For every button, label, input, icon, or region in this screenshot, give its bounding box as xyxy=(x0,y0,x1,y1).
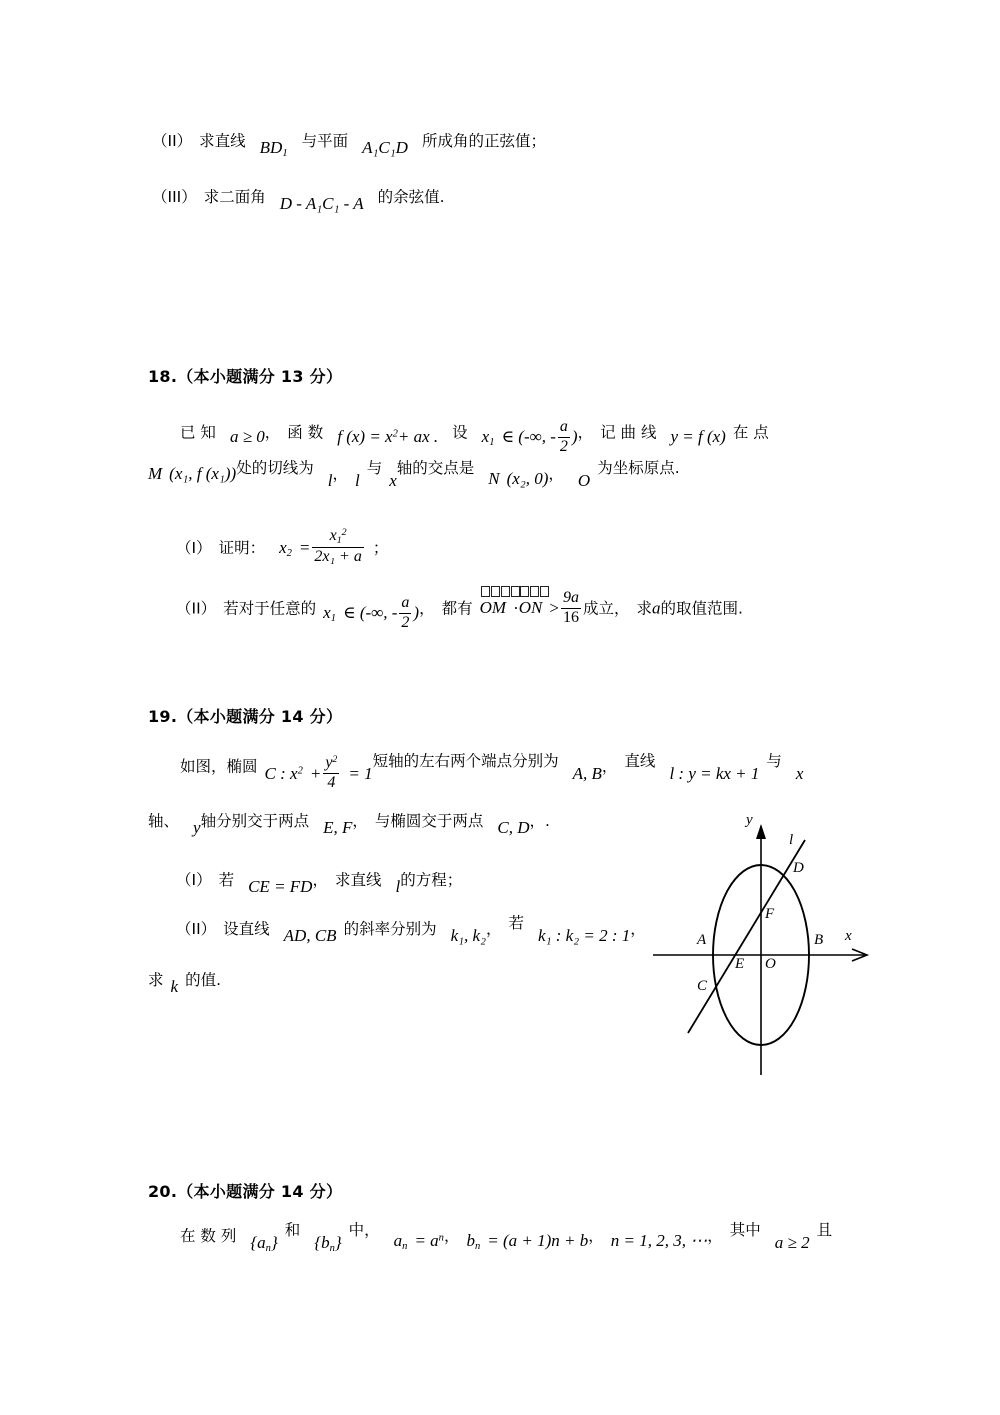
p19-p2c-t2: 的值. xyxy=(185,971,221,989)
p19-l2-t6: . xyxy=(545,812,550,830)
p19-p2-t3: ， xyxy=(486,920,502,938)
p18-l2-m8: O xyxy=(577,471,591,490)
p18-p1-marker: （I） xyxy=(176,539,212,558)
p19-p2-t2: 的斜率分别为 xyxy=(343,920,437,938)
p19-p2-marker: （II） xyxy=(176,920,217,938)
p19-p1-t3: 求直线 xyxy=(334,871,382,889)
p18-p1-frac-num: $x_1^2$ xyxy=(329,527,347,546)
x-axis xyxy=(653,949,867,961)
problem-19-heading xyxy=(148,709,342,725)
problem-20-line-1 xyxy=(180,1221,833,1254)
problem-18-heading xyxy=(148,369,342,385)
p18-l1-t1: 已 知 xyxy=(180,423,216,442)
axis-y-label: y xyxy=(746,812,753,828)
point-label-D: D xyxy=(793,860,804,876)
p20-l1-t6: ， xyxy=(707,1227,723,1245)
part2-text-b: 与平面 xyxy=(301,132,349,150)
point-label-F: F xyxy=(765,906,775,922)
p20-l1-t7: 其中 xyxy=(729,1221,761,1239)
p18-l2-t1: 处的切线为 xyxy=(236,459,314,477)
p19-l1-t4: 直线 xyxy=(624,751,656,770)
p19-l2-t1: 轴、 xyxy=(148,812,180,830)
ellipse-figure xyxy=(653,810,903,1100)
p18-p2-t2: ， xyxy=(419,599,435,618)
p20-l1-t8: 且 xyxy=(816,1221,833,1239)
p20-l1-m5: n = 1, 2, 3, ⋯ xyxy=(610,1231,708,1250)
p18-l1-t7: 在 点 xyxy=(732,423,769,442)
p20-l1-m4: $b_n = (a + 1)n + b$ xyxy=(466,1231,589,1252)
problem-18-number: 18. xyxy=(148,367,178,386)
p18-p1-text: 证明： xyxy=(218,539,266,558)
p19-l1-t5: 与 xyxy=(766,751,782,770)
p18-p1-fraction xyxy=(312,528,363,566)
part2-math-a1c1d: A₁C₁D xyxy=(362,138,408,157)
p19-p1-m2: l xyxy=(395,877,401,896)
problem-18-line-1 xyxy=(180,414,769,455)
p19-l1-m4: A, B xyxy=(572,763,602,783)
p20-l1-m2: $\{b_n\}$ xyxy=(314,1233,342,1254)
p19-p1-t4: 的方程； xyxy=(400,871,463,889)
p18-l2-m5: x xyxy=(389,471,397,490)
p19-p2-m1: AD, CB xyxy=(283,926,337,945)
p18-l2-t5: ， xyxy=(548,465,564,483)
p18-l2-m6: N xyxy=(488,469,500,488)
p18-l2-t2: ， xyxy=(332,465,348,483)
p19-l2-t5: ， xyxy=(529,812,546,830)
p19-l1-t2: 短轴的左右两个端点分别为 xyxy=(372,751,559,770)
problem-19-head-text: （本小题满分 14 分） xyxy=(177,707,343,726)
p20-l1-t5: ， xyxy=(588,1227,604,1245)
p19-p1-t1: 若 xyxy=(218,871,235,889)
p18-p2-t5: 求 xyxy=(636,599,652,618)
p19-l1-m5: l : y = kx + 1 xyxy=(669,763,760,783)
problem-19-number: 19. xyxy=(148,707,178,726)
part3-text-b: 的余弦值. xyxy=(377,188,445,206)
p19-p1-marker: （I） xyxy=(176,871,212,889)
p19-l2-t4: 与椭圆交于两点 xyxy=(374,812,484,830)
point-label-B: B xyxy=(814,932,824,948)
p19-p2-m2: k₁, k₂ xyxy=(450,926,486,945)
carryover-part-2 xyxy=(152,132,546,159)
p19-l2-t3: ， xyxy=(352,812,368,830)
point-label-C: C xyxy=(697,978,708,994)
problem-18-part-1 xyxy=(176,528,388,566)
page-content xyxy=(148,0,860,1415)
p18-p2-marker: （II） xyxy=(176,599,217,618)
carryover-part-3 xyxy=(152,188,445,213)
p19-l2-m1: y xyxy=(193,818,201,837)
p18-p2-om: OM xyxy=(479,598,507,618)
p18-p2-dot: · xyxy=(513,598,519,618)
p18-l1-t5: ， xyxy=(577,423,594,442)
problem-18-line-2 xyxy=(148,459,680,490)
p18-l2-m3: l xyxy=(327,471,333,490)
p18-p2-gt: > xyxy=(549,598,559,618)
part2-math-bd1: $BD_1$ xyxy=(259,138,288,159)
p19-p1-t2: ， xyxy=(312,871,328,889)
p18-l2-t3: 与 xyxy=(366,459,383,477)
problem-20-heading xyxy=(148,1184,342,1200)
p18-p2-t1: 若对于任意的 xyxy=(223,599,317,618)
p18-l1-t2: ， xyxy=(264,423,281,442)
point-label-A: A xyxy=(697,932,707,948)
p18-l2-t6: 为坐标原点. xyxy=(597,459,680,477)
p18-p2-t6: 的取值范围. xyxy=(660,599,743,618)
point-label-E: E xyxy=(735,956,745,972)
p18-p2-m1: $x_1$ ∈ (-∞, - $\frac{a}{2}$ ) xyxy=(323,594,420,631)
p18-p1-frac-den: 2x₁ + a xyxy=(314,548,362,566)
p18-l2-t4: 轴的交点是 xyxy=(396,459,475,477)
p18-l1-t4: 设 xyxy=(452,423,468,442)
p18-p2-frac-9a-16: $\frac{9a}{16}$ xyxy=(562,589,579,626)
vector-om xyxy=(480,599,506,617)
part3-text-a: 求二面角 xyxy=(203,188,266,206)
line-l-label: l xyxy=(789,832,794,848)
p19-l1-t3: ， xyxy=(601,757,618,776)
p18-p1-equation: $x_2$ = $\frac{x_1^2}{\text{2x₁ + a}}$ xyxy=(279,527,362,566)
p20-l1-t1: 在 数 列 xyxy=(180,1227,237,1245)
p18-l1-m4: $x_1$ ∈ (-∞, - $\frac{a}{2}$ ) xyxy=(481,418,578,455)
part2-text-c: 所成角的正弦值； xyxy=(421,132,546,150)
problem-19-part-2-continued xyxy=(148,971,221,996)
part2-marker: （II） xyxy=(152,132,193,150)
vector-on xyxy=(519,599,543,617)
p19-l1-frac-num: $y^2$ xyxy=(325,754,338,772)
p18-p1-tail: ； xyxy=(372,539,389,558)
y-axis xyxy=(756,824,766,1075)
p18-l2-m1: M xyxy=(148,464,163,483)
p19-p1-m1: CE = FD xyxy=(248,877,313,896)
part3-marker: （III） xyxy=(152,188,197,206)
p20-l1-t4: ， xyxy=(443,1227,460,1245)
p19-p2-t5: ， xyxy=(630,920,646,938)
problem-18-head-text: （本小题满分 13 分） xyxy=(177,367,343,386)
p19-l2-m2: E, F xyxy=(323,818,353,837)
part3-math-dihedral: D - A₁C₁ - A xyxy=(279,194,364,213)
problem-20-head-text: （本小题满分 14 分） xyxy=(177,1182,343,1201)
p18-p2-on: ON xyxy=(518,598,543,618)
p18-l1-m2: f $(x) = x^2+$ ax . xyxy=(337,427,439,447)
p20-l1-m6: a ≥ 2 xyxy=(774,1233,810,1252)
problem-19-part-1 xyxy=(176,871,463,896)
p18-l1-t6: 记 曲 线 xyxy=(600,423,657,442)
p19-p2c-m1: k xyxy=(170,977,179,996)
part2-text-a: 求直线 xyxy=(199,132,246,150)
p20-l1-m3: $a_n = a^n$ xyxy=(393,1231,444,1252)
p18-p2-m4: a xyxy=(652,598,661,618)
p18-l2-m2: (x₁, f (x₁)) xyxy=(169,464,237,483)
missing-glyph-boxes-on xyxy=(520,586,550,599)
p19-l1-ellipse-eq: C : $x^2$ + $\frac{y^2}{4}$ = 1 xyxy=(264,754,373,791)
p18-l2-m7: (x₂, 0) xyxy=(506,469,549,488)
p18-p2-t3: 都有 xyxy=(441,599,473,618)
p18-l1-t3: 函 数 xyxy=(287,423,324,442)
p18-p2-frac-a-2: $\frac{a}{2}$ xyxy=(401,594,410,631)
p18-l1-m7: y = f (x) xyxy=(670,427,726,447)
missing-glyph-boxes-om xyxy=(481,586,521,599)
p19-p2c-t1: 求 xyxy=(148,971,164,989)
p19-l2-t2: 轴分别交于两点 xyxy=(200,812,310,830)
point-label-O: O xyxy=(765,956,776,972)
p18-l1-frac-a-2: $\frac{a}{2}$ xyxy=(559,418,568,455)
problem-20-number: 20. xyxy=(148,1182,178,1201)
p20-l1-t2: 和 xyxy=(284,1221,301,1239)
p20-l1-m1: $\{a_n\}$ xyxy=(250,1233,278,1254)
p19-l1-t1: 如图，椭圆 xyxy=(180,757,258,776)
axis-x-label: x xyxy=(845,928,852,944)
p19-p2-t1: 设直线 xyxy=(223,920,270,938)
p19-p2-m3: k₁ : k₂ = 2 : 1 xyxy=(538,926,631,945)
p18-p2-t4: 成立， xyxy=(582,599,630,618)
p19-l2-m3: C, D xyxy=(497,818,530,837)
problem-19-line-1 xyxy=(180,748,804,791)
p18-l1-m1: a ≥ 0 xyxy=(229,427,265,447)
p19-l1-m6: x xyxy=(795,763,804,783)
problem-18-part-2 xyxy=(176,589,743,631)
p20-l1-t3: 中， xyxy=(348,1221,380,1239)
p18-l2-m4: l xyxy=(354,471,360,490)
p19-l1-frac-y2-4: $\frac{y^2}{4}$ xyxy=(325,754,338,791)
problem-19-line-2 xyxy=(148,812,550,837)
p19-p2-t4: 若 xyxy=(508,914,525,932)
problem-19-part-2 xyxy=(176,914,646,945)
